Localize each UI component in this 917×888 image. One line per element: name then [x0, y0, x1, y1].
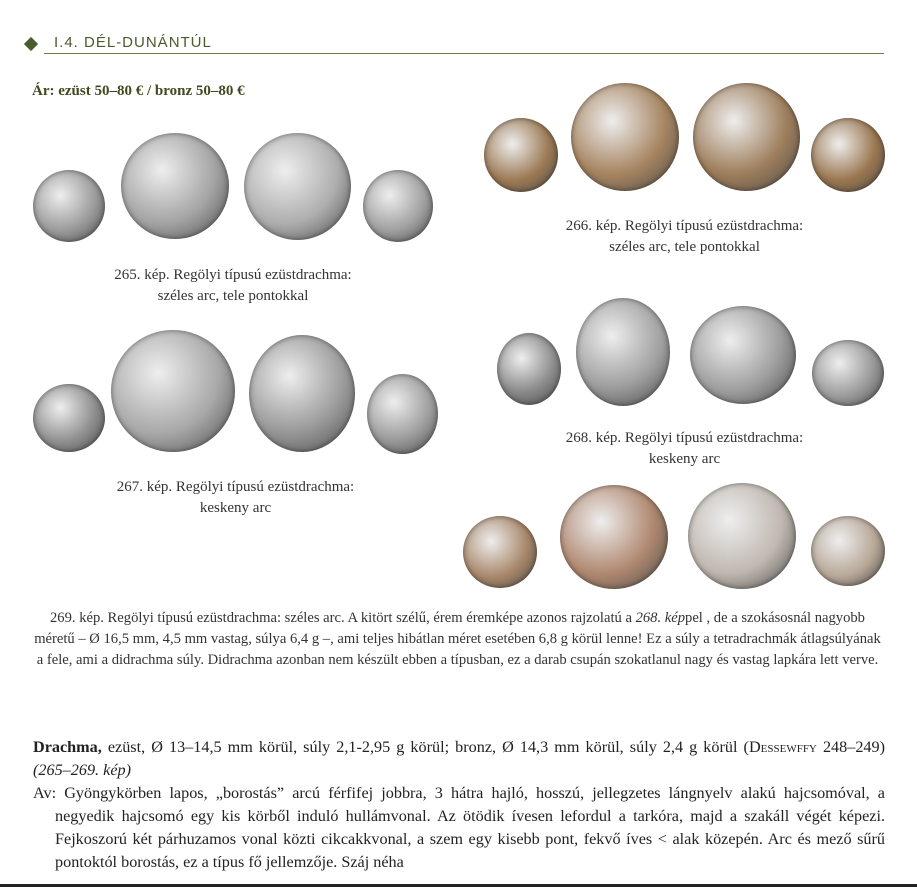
caption-267-line1: 267. kép. Regölyi típusú ezüstdrachma: [116, 479, 355, 495]
caption-266 [484, 216, 885, 258]
coin-265-1 [33, 170, 105, 242]
catalog-ref: 248–249) [816, 738, 886, 756]
coin-265-4 [363, 170, 433, 242]
coin-268-4 [812, 340, 884, 406]
main-text [33, 736, 885, 874]
coin-266-1 [484, 118, 558, 192]
figure-ref: (265–269. kép) [33, 761, 131, 779]
caption-268 [484, 428, 885, 470]
caption-269-ref: 268. kép [635, 610, 686, 626]
caption-266-line2: széles arc, tele pontokkal [609, 239, 760, 255]
section-title: I.4. DÉL-DUNÁNTÚL [54, 34, 212, 51]
caption-268-line1: 268. kép. Regölyi típusú ezüstdrachma: [565, 430, 804, 446]
coin-269-2 [560, 485, 668, 589]
coin-265-3 [244, 133, 351, 240]
caption-269 [30, 608, 885, 671]
caption-265-line2: széles arc, tele pontokkal [157, 288, 309, 304]
drachma-paragraph [33, 736, 885, 782]
caption-267-line2: keskeny arc [199, 500, 272, 516]
caption-265 [33, 265, 433, 307]
coin-267-3 [249, 335, 355, 452]
caption-267 [33, 477, 438, 519]
coin-267-4 [367, 374, 438, 454]
coin-268-1 [497, 333, 561, 405]
coin-267-2 [111, 330, 235, 452]
coin-267-1 [33, 384, 105, 452]
caption-268-line2: keskeny arc [648, 451, 721, 467]
section-header [22, 34, 884, 56]
bottom-rule [0, 884, 917, 887]
diamond-icon [24, 37, 38, 51]
av-paragraph: Av: Gyöngykörben lapos, „borostás” arcú férfifej jobbra, 3 hátra hajló, hosszú, jellegzetes lángnyelv alakú hajcsomóval, a negyedik hajcsomó egy kis körből induló hullámvonal. Az ötödik ívesen lefordul a tarkóra, majd a szakáll végét képezi. Fejkoszorú két párhuzamos vonal közti cikcakkvonal, a szem egy kisebb pont, fekvő íves < alak közepén. Arc és mező sűrű pontoktól borostás, ez a típus fő jellemzője. Száj néha [33, 784, 885, 871]
caption-266-line1: 266. kép. Regölyi típusú ezüstdrachma: [565, 218, 804, 234]
price-line: Ár: ezüst 50–80 € / bronz 50–80 € [32, 83, 245, 99]
coin-266-4 [811, 118, 885, 192]
coin-265-2 [121, 133, 229, 239]
coin-269-3 [688, 483, 796, 589]
caption-269-part1: 269. kép. Regölyi típusú ezüstdrachma: széles arc. A kitört szélű, érem éremképe azonos rajzolatú a [50, 610, 636, 626]
header-rule [44, 53, 884, 54]
coin-269-4 [811, 516, 885, 586]
coin-268-3 [690, 306, 796, 404]
coin-266-3 [693, 83, 800, 191]
caption-265-line1: 265. kép. Regölyi típusú ezüstdrachma: [114, 267, 352, 283]
coin-266-2 [571, 83, 679, 191]
coin-268-2 [576, 298, 670, 406]
caption-269-part2: pel , de a szokásosnál nagyobb méretű – Ø 16,5 mm, 4,5 mm vastag, súlya 6,4 g –, ami teljes hibátlan méret esetében 6,8 g körül lenne! Ez a súly a tetradrachmák átlagsúlyának a fele, ami a didrachma súly. Didrachma azonban nem készült ebben a típusban, ez a darab csupán szokatlanul nagy és vastag lapkára lett verve. [34, 610, 881, 668]
drachma-specs: ezüst, Ø 13–14,5 mm körül, súly 2,1-2,95 g körül; bronz, Ø 14,3 mm körül, súly 2,4 g körül ( [101, 738, 749, 756]
coin-269-1 [463, 516, 537, 588]
author-name: Dessewffy [748, 738, 817, 756]
drachma-term: Drachma, [33, 738, 102, 756]
